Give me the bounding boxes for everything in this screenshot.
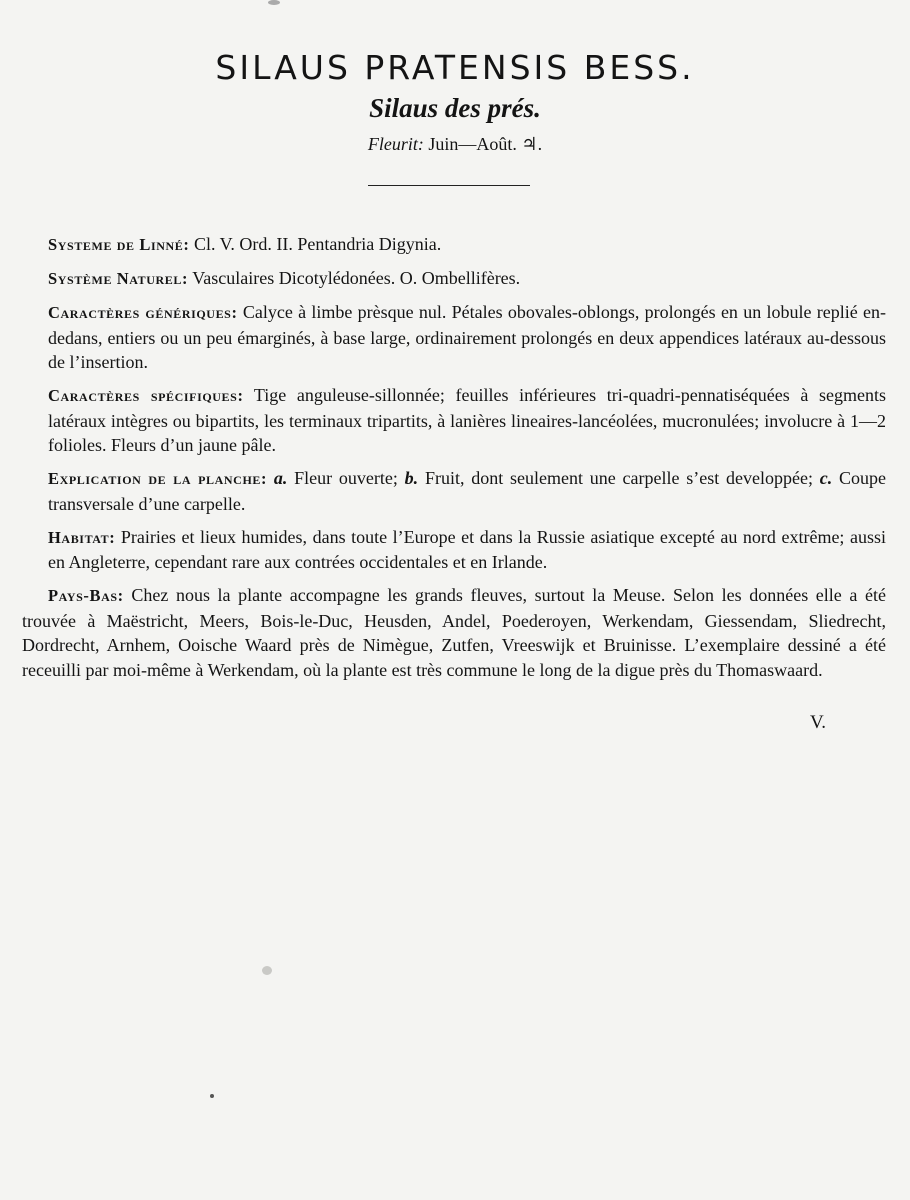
paragraph-heading: Systeme de Linné: (48, 235, 190, 254)
paragraph-text: Cl. V. Ord. II. Pentandria Digynia. (189, 234, 442, 254)
paragraph-linne-system (48, 232, 886, 258)
paper-speck (262, 966, 272, 975)
paragraph-text: Chez nous la plante accompagne les grands fleuves, surtout la Meuse. Selon les données elle a été trouvée à Maëstricht, Meers, Bois-le-Duc, Heusden, Andel, Poederoyen, Werkendam, Giessendam, Sliedrecht, Dordrecht, Arnhem, Ooische Waard près de Nimègue, Zutfen, Vreeswijk et Bruinisse. L’exemplaire dessiné a été receuilli par moi-même à Werkendam, où la plante est très commune le long de la digue près du Thomaswaard. (22, 585, 886, 680)
figure-ref-c: c. (819, 468, 833, 488)
paragraph-heading: Caractères spécifiques: (48, 386, 244, 405)
paper-speck (268, 0, 280, 5)
paragraph-text: Tige anguleuse-sillonnée; feuilles inférieures tri-quadri-pennatiséquées à segments latéraux intègres ou bipartits, les terminaux tripartits, à lanières lineaires-lancéolées, mucronulées; involucre à 1—2 folioles. Fleurs d’un jaune pâle. (48, 385, 887, 455)
paragraph-heading: Explication de la planche: (48, 469, 268, 488)
paragraph-habitat (48, 525, 886, 575)
paragraph-text: Vasculaires Dicotylédonées. O. Ombellifères. (188, 268, 521, 288)
author-signature: V. (810, 712, 827, 733)
paragraph-heading: Pays-Bas: (48, 586, 124, 605)
flowering-value: Juin—Août. ♃. (428, 134, 543, 154)
paragraph-text: Coupe transversale d’une carpelle. (48, 468, 887, 514)
paragraph-plate-explanation (48, 466, 886, 516)
paragraph-netherlands (22, 583, 886, 682)
paragraph-heading: Caractères génériques: (48, 303, 238, 322)
title-divider (368, 185, 530, 186)
paragraph-text: Fruit, dont seulement une carpelle s’est developpée; (418, 468, 820, 488)
description-body (22, 232, 887, 691)
paragraph-specific-characters (48, 383, 886, 458)
figure-ref-b: b. (404, 468, 419, 488)
paragraph-natural-system (48, 266, 886, 292)
flowering-label: Fleurit: (367, 134, 424, 154)
paragraph-text: Fleur ouverte; (287, 468, 405, 488)
flowering-line (0, 134, 910, 155)
page-title: SILAUS PRATENSIS BESS. (215, 48, 695, 87)
paragraph-heading: Système Naturel: (48, 269, 189, 288)
paragraph-text: Calyce à limbe prèsque nul. Pétales obovales-oblongs, prolongés en un lobule replié en-dedans, entiers ou un peu émarginés, à base large, ordinairement prolongés en deux appendices latéraux au-dessous de l’insertion. (48, 302, 886, 372)
paragraph-text: Prairies et lieux humides, dans toute l’Europe et dans la Russie asiatique excepté au nord extrême; aussi en Angleterre, cependant rare aux contrées occidentales et en Irlande. (48, 526, 886, 572)
paragraph-generic-characters (48, 300, 886, 375)
paragraph-heading: Habitat: (48, 527, 116, 547)
page-subtitle: Silaus des prés. (369, 93, 541, 123)
figure-ref-a: a. (273, 468, 288, 488)
paper-speck (210, 1094, 214, 1098)
